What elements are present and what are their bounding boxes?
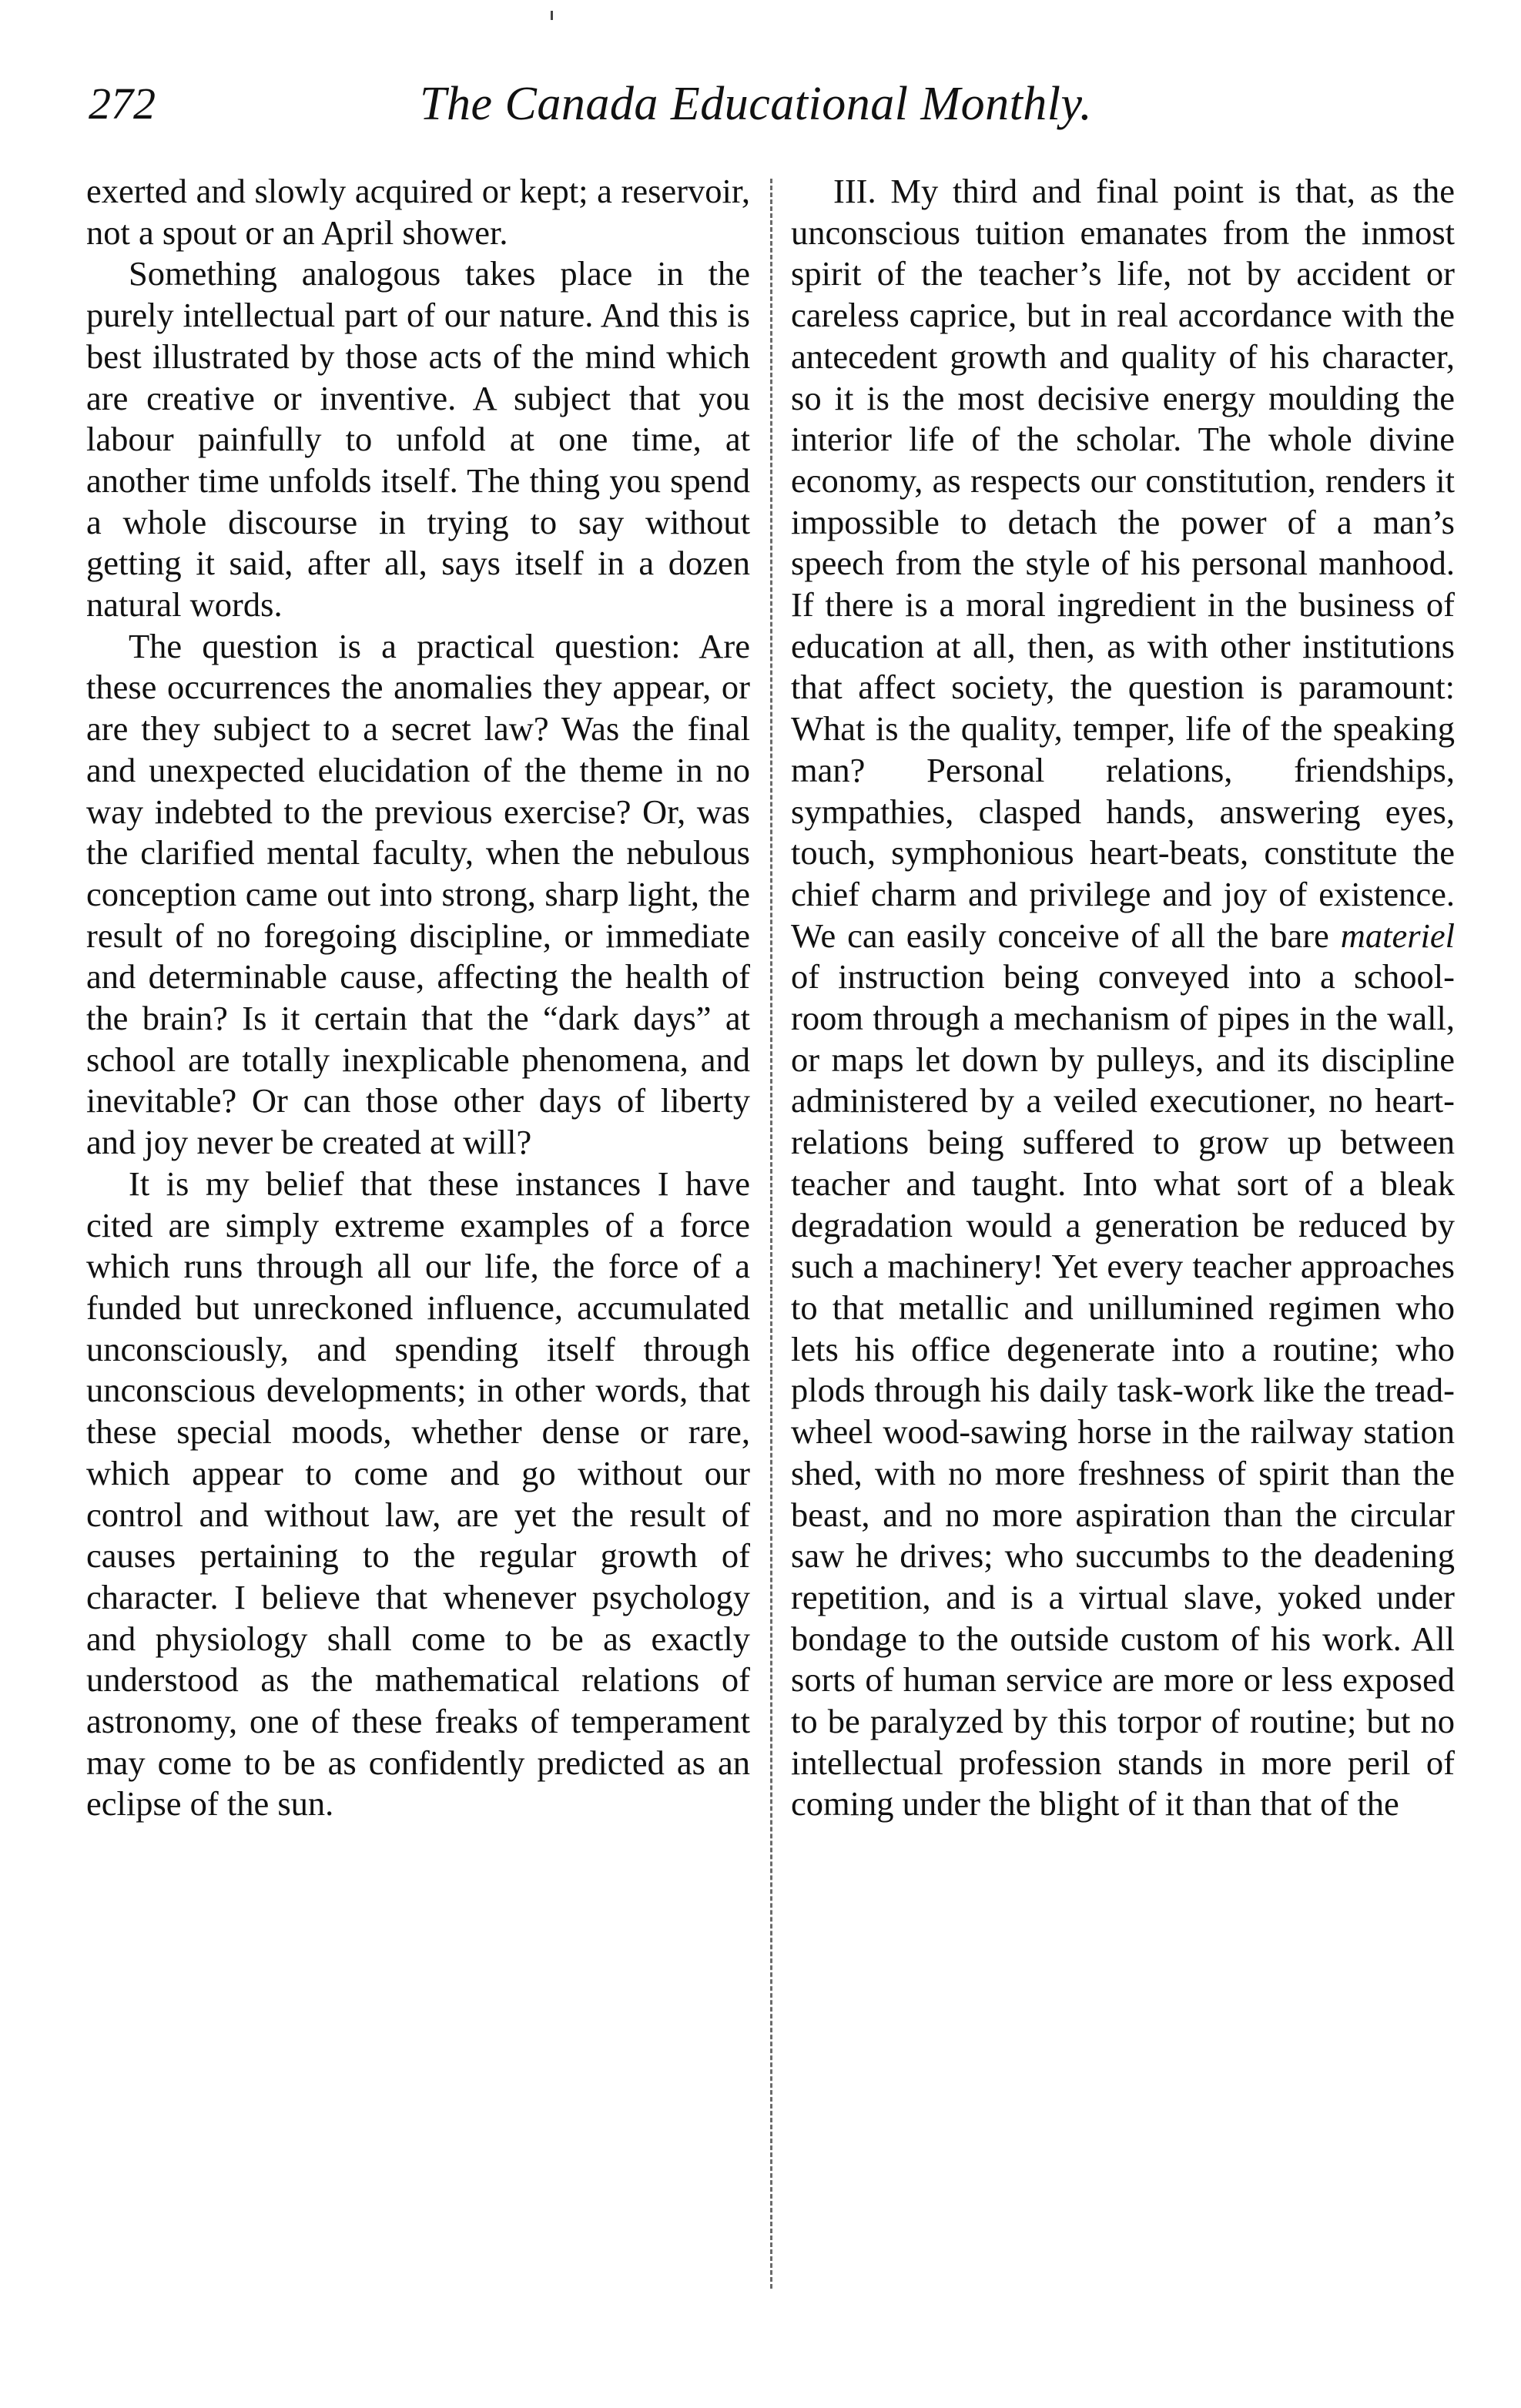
paragraph: It is my belief that these instances I have cited are simply extreme examples of a force which runs through all our life, the force of a funded but unreckoned influence, accumulated unconsciously, and spending itself through unconscious developments; in other words, that these special moods, whether dense or rare, which appear to come and go without our control and without law, are yet the result of causes pertaining to the regular growth of character. I believe that whenever psychology and physiology shall come to be as exactly understood as the mathematical relations of astronomy, one of these freaks of temperament may come to be as confidently predicted as an eclipse of the sun. [86, 1164, 750, 1824]
paragraph-text: of instruction being conveyed into a school-room through a mechanism of pipes in the wall, or maps let down by pulleys, and its discipline administered by a veiled executioner, no heart-relations being suffered to grow up between teacher and taught. Into what sort of a bleak degradation would a generation be reduced by such a machinery! Yet every teacher approaches to that metallic and unillumined regimen who lets his office degenerate into a routine; who plods through his daily task-work like the tread-wheel wood-sawing horse in the railway station shed, with no more freshness of spirit than the beast, and no more aspiration than the circular saw he drives; who succumbs to the deadening repetition, and is a virtual slave, yoked under bondage to the outside custom of his work. All sorts of human service are more or less exposed to be paralyzed by this torpor of routine; but no intellectual profession stands in more peril of coming under the blight of it than that of the [791, 957, 1455, 1824]
column-divider [770, 179, 772, 2289]
paragraph: The question is a practical question: Are these occurrences the anomalies they appear, or are they subject to a secret law? Was the final and unexpected elucidation of the theme in no way indebted to the previous exercise? Or, was the clarified mental faculty, when the nebulous conception came out into strong, sharp light, the result of no foregoing discipline, or immediate and determinable cause, affecting the health of the brain? Is it certain that the “dark days” at school are totally inexplicable phenomena, and inevitable? Or can those other days of liberty and joy never be created at will? [86, 626, 750, 1162]
paragraph [791, 171, 1455, 1825]
paragraph: Something analogous takes place in the purely intellectual part of our nature. And this is best illustrated by those acts of the mind which are creative or inventive. A subject that you labour painfully to unfold at one time, at another time unfolds itself. The thing you spend a whole discourse in trying to say without getting it said, after all, says itself in a dozen natural words. [86, 254, 750, 625]
paragraph: exerted and slowly acquired or kept; a reservoir, not a spout or an April shower. [86, 172, 750, 252]
printer-mark [551, 11, 553, 20]
page-header [89, 73, 1436, 142]
page-number: 272 [89, 79, 156, 129]
italic-term: materiel [1340, 916, 1456, 955]
left-column [86, 171, 750, 1825]
right-column [791, 171, 1455, 1825]
running-title: The Canada Educational Monthly. [420, 78, 1093, 130]
paragraph-text: III. My third and final point is that, as the unconscious tuition emanates from the inmost spirit of the teacher’s life, not by accident or careless caprice, but in real accordance with the antecedent growth and quality of his character, so it is the most decisive energy moulding the interior life of the scholar. The whole divine economy, as respects our constitution, renders it impossible to detach the power of a man’s speech from the style of his personal manhood. If there is a moral ingredient in the business of education at all, then, as with other institutions that affect society, the question is paramount: What is the quality, temper, life of the speaking man? Personal relations, friendships, sympathies, clasped hands, answering eyes, touch, symphonious heart-beats, constitute the chief charm and privilege and joy of existence. We can easily conceive of all the bare [791, 172, 1455, 955]
